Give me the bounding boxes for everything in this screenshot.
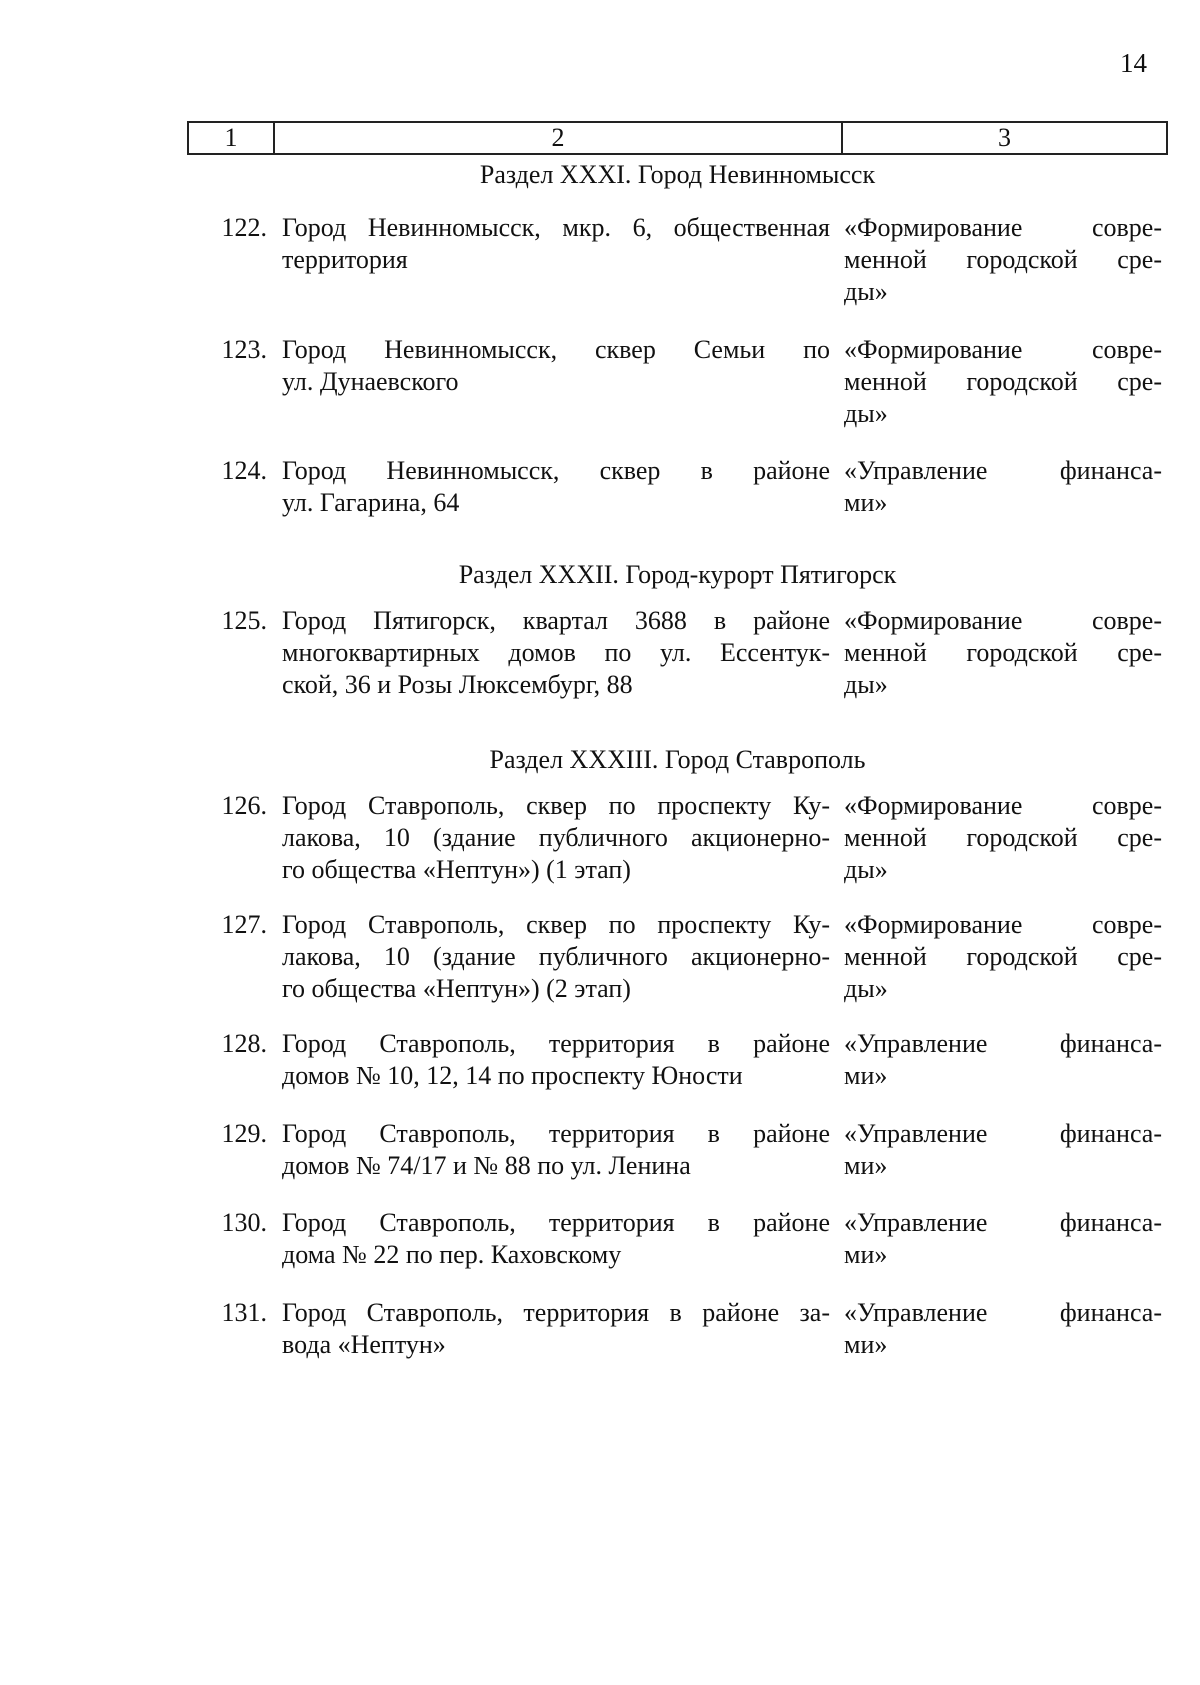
section-title: Раздел XXXIII. Город Ставрополь [489,745,866,774]
program-name [844,212,1162,308]
program-line: ды» [844,277,888,306]
description-line: ул. Гагарина, 64 [282,488,460,517]
program-line: менной городской сре- [844,942,1162,971]
object-description [282,1118,830,1182]
object-description [282,790,830,886]
section-title: Раздел XXXI. Город Невинномысск [479,160,876,189]
program-name [844,334,1162,430]
description-line: Город Невинномысск, сквер в районе [282,456,830,485]
object-description [282,909,830,1005]
object-description [282,605,830,701]
row-number: 130. [221,1208,267,1237]
description-line: Город Ставрополь, территория в районе за- [282,1298,830,1327]
description-line: Город Невинномысск, сквер Семьи по [282,335,830,364]
row-number: 123. [221,335,267,364]
program-line: менной городской сре- [844,823,1162,852]
description-line: дома № 22 по пер. Каховскому [282,1240,622,1269]
description-line: Город Пятигорск, квартал 3688 в районе [282,606,830,635]
description-line: территория [282,245,408,274]
column-header-2: 2 [275,123,843,153]
program-line: менной городской сре- [844,245,1162,274]
row-number: 125. [221,606,267,635]
program-line: «Формирование совре- [844,606,1162,635]
program-line: ды» [844,399,888,428]
description-line: Город Ставрополь, территория в районе [282,1119,830,1148]
program-line: «Формирование совре- [844,213,1162,242]
program-line: ды» [844,855,888,884]
program-name [844,1297,1162,1361]
description-line: домов № 10, 12, 14 по проспекту Юности [282,1061,743,1090]
column-header-1: 1 [189,123,275,153]
program-name [844,1028,1162,1092]
program-line: ды» [844,670,888,699]
description-line: ской, 36 и Розы Люксембург, 88 [282,670,633,699]
row-number: 124. [221,456,267,485]
program-line: ми» [844,1240,888,1269]
program-name [844,455,1162,519]
row-number: 129. [221,1119,267,1148]
object-description [282,334,830,398]
description-line: го общества «Нептун») (2 этап) [282,974,631,1003]
description-line: Город Ставрополь, сквер по проспекту Ку- [282,791,830,820]
column-header-row [187,121,1168,155]
program-line: ми» [844,488,888,517]
description-line: лакова, 10 (здание публичного акционерно- [282,823,830,852]
description-line: Город Ставрополь, территория в районе [282,1029,830,1058]
row-number: 128. [221,1029,267,1058]
row-number: 122. [221,213,267,242]
column-header-3: 3 [998,123,1011,152]
program-line: «Управление финанса- [844,1208,1162,1237]
program-name [844,790,1162,886]
program-line: «Управление финанса- [844,456,1162,485]
description-line: многоквартирных домов по ул. Ессентук- [282,638,830,667]
description-line: Город Ставрополь, территория в районе [282,1208,830,1237]
program-line: «Управление финанса- [844,1119,1162,1148]
object-description [282,455,830,519]
description-line: Город Ставрополь, сквер по проспекту Ку- [282,910,830,939]
program-name [844,605,1162,701]
row-number: 127. [221,910,267,939]
program-line: «Управление финанса- [844,1029,1162,1058]
description-line: вода «Нептун» [282,1330,446,1359]
program-name [844,909,1162,1005]
description-line: домов № 74/17 и № 88 по ул. Ленина [282,1151,691,1180]
description-line: Город Невинномысск, мкр. 6, общественная [282,213,830,242]
description-line: лакова, 10 (здание публичного акционерно- [282,942,830,971]
object-description [282,1297,830,1361]
program-line: ми» [844,1151,888,1180]
object-description [282,1028,830,1092]
program-line: «Формирование совре- [844,910,1162,939]
program-line: «Формирование совре- [844,791,1162,820]
program-name [844,1207,1162,1271]
program-line: менной городской сре- [844,638,1162,667]
row-number: 131. [221,1298,267,1327]
row-number: 126. [221,791,267,820]
program-line: ми» [844,1330,888,1359]
description-line: ул. Дунаевского [282,367,459,396]
object-description [282,1207,830,1271]
program-line: ми» [844,1061,888,1090]
program-line: ды» [844,974,888,1003]
program-line: «Управление финанса- [844,1298,1162,1327]
page-number: 14 [1120,48,1147,78]
section-title: Раздел XXXII. Город-курорт Пятигорск [458,560,897,589]
object-description [282,212,830,276]
program-line: «Формирование совре- [844,335,1162,364]
program-line: менной городской сре- [844,367,1162,396]
program-name [844,1118,1162,1182]
description-line: го общества «Нептун») (1 этап) [282,855,631,884]
